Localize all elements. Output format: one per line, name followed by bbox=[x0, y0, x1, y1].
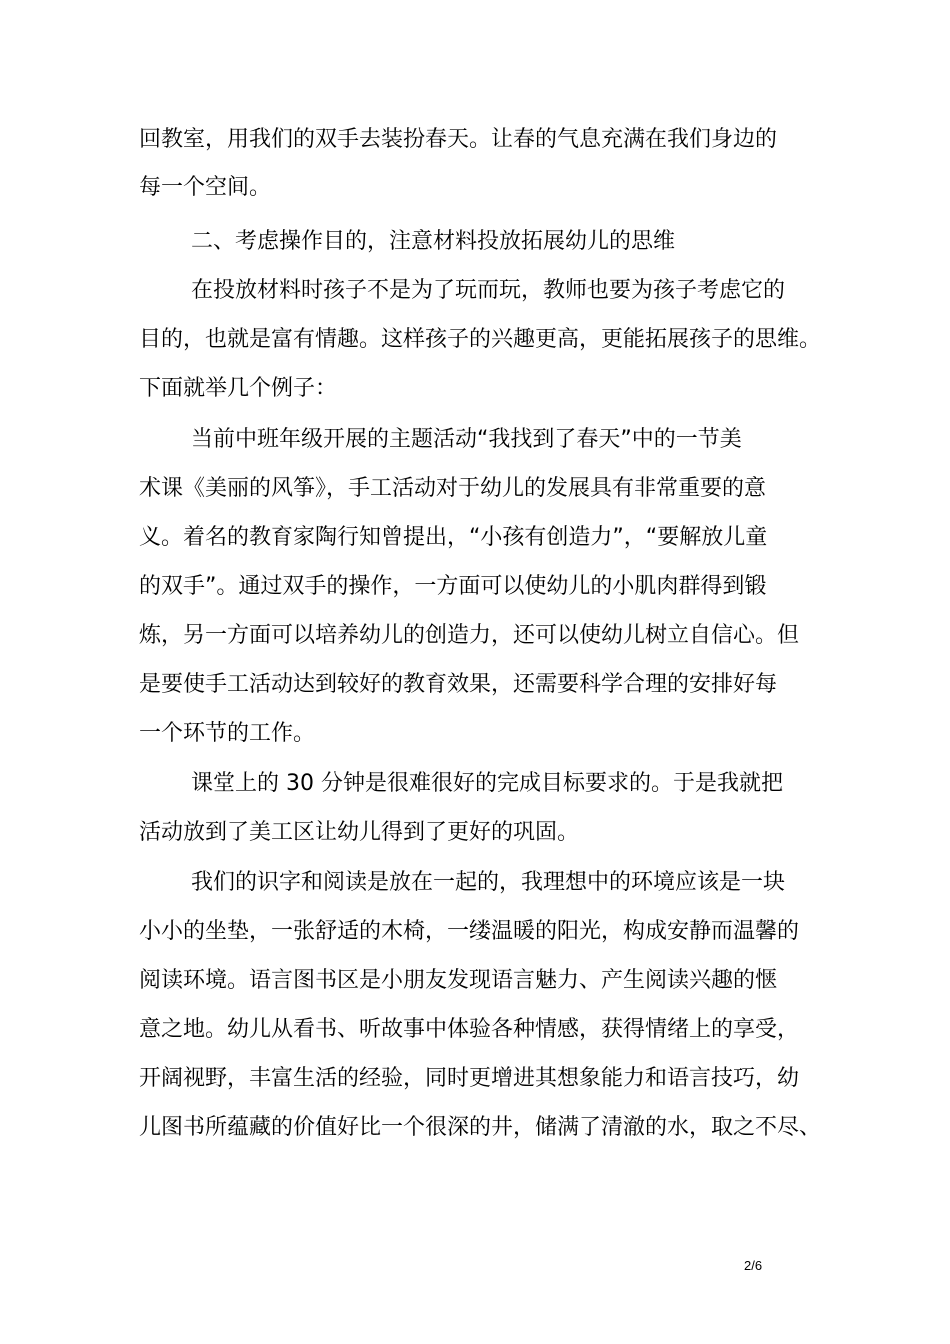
body-text-line: 是要使手工活动达到较好的教育效果，还需要科学合理的安排好每 bbox=[139, 672, 778, 697]
body-text-line: 目的，也就是富有情趣。这样孩子的兴趣更高，更能拓展孩子的思维。 bbox=[139, 327, 822, 352]
body-text-line: 炼，另一方面可以培养幼儿的创造力，还可以使幼儿树立自信心。但 bbox=[139, 623, 800, 648]
body-text-line: 当前中班年级开展的主题活动“我找到了春天”中的一节美 bbox=[191, 427, 742, 452]
body-text-line: 每一个空间。 bbox=[139, 175, 272, 200]
body-text-line: 我们的识字和阅读是放在一起的，我理想中的环境应该是一块 bbox=[191, 870, 786, 895]
body-text-line: 一个环节的工作。 bbox=[139, 721, 316, 746]
body-text-line: 义。着名的教育家陶行知曾提出，“小孩有创造力”，“要解放儿童 bbox=[139, 525, 768, 550]
body-text-line: 活动放到了美工区让幼儿得到了更好的巩固。 bbox=[139, 820, 580, 845]
body-text-line: 下面就举几个例子： bbox=[139, 376, 338, 401]
body-text-line: 的双手”。通过双手的操作，一方面可以使幼儿的小肌肉群得到锻 bbox=[139, 574, 767, 599]
page-number: 2/6 bbox=[744, 1258, 763, 1273]
section-heading: 二、考虑操作目的，注意材料投放拓展幼儿的思维 bbox=[191, 229, 676, 254]
body-text-line: 阅读环境。语言图书区是小朋友发现语言魅力、产生阅读兴趣的惬 bbox=[139, 968, 778, 993]
body-text-line: 儿图书所蕴藏的价值好比一个很深的井，储满了清澈的水，取之不尽、 bbox=[139, 1115, 822, 1140]
body-text-line: 意之地。幼儿从看书、听故事中体验各种情感，获得情绪上的享受， bbox=[139, 1017, 800, 1042]
body-text-line: 课堂上的 30 分钟是很难很好的完成目标要求的。于是我就把 bbox=[191, 771, 783, 796]
body-text-line: 开阔视野，丰富生活的经验，同时更增进其想象能力和语言技巧，幼 bbox=[139, 1066, 800, 1091]
body-text-line: 术课《美丽的风筝》，手工活动对于幼儿的发展具有非常重要的意 bbox=[139, 476, 767, 501]
body-text-line: 小小的坐垫，一张舒适的木椅，一缕温暖的阳光，构成安静而温馨的 bbox=[139, 919, 800, 944]
body-text-line: 在投放材料时孩子不是为了玩而玩，教师也要为孩子考虑它的 bbox=[191, 278, 786, 303]
body-text-line: 回教室，用我们的双手去装扮春天。让春的气息充满在我们身边的 bbox=[139, 127, 778, 152]
